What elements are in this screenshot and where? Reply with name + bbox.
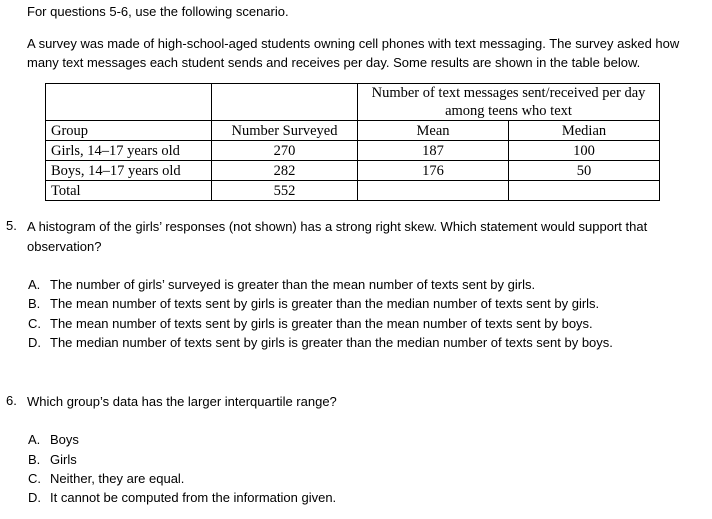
table-row <box>46 161 660 181</box>
option-letter: A. <box>28 277 41 292</box>
col-group-header: Group <box>46 121 212 141</box>
option-letter: C. <box>28 316 41 331</box>
option-text: The mean number of texts sent by girls is greater than the median number of texts sent by girls. <box>50 296 600 311</box>
question-5-text: A histogram of the girls’ responses (not shown) has a strong right skew. Which statement would support that observation? <box>27 219 648 254</box>
option-text: The number of girls’ surveyed is greater than the mean number of texts sent by girls. <box>50 277 536 292</box>
option-letter: D. <box>28 335 41 350</box>
question-5-option-a[interactable] <box>28 276 535 294</box>
table-row <box>46 181 660 201</box>
option-letter: A. <box>28 432 41 447</box>
question-5-option-d[interactable] <box>28 334 613 352</box>
group-cell: Boys, 14–17 years old <box>46 161 212 181</box>
question-6-text: Which group’s data has the larger interquartile range? <box>27 394 337 409</box>
surveyed-cell: 270 <box>212 141 358 161</box>
median-cell <box>509 181 660 201</box>
option-text: The median number of texts sent by girls is greater than the median number of texts sent by boys. <box>50 335 613 350</box>
empty-cell <box>212 84 358 121</box>
mean-cell: 176 <box>358 161 509 181</box>
option-letter: B. <box>28 296 41 311</box>
mean-cell: 187 <box>358 141 509 161</box>
table-column-row <box>46 121 660 141</box>
table-header-row <box>46 84 660 121</box>
option-text: Boys <box>50 432 79 447</box>
question-6-option-d[interactable] <box>28 489 336 507</box>
intro-text: For questions 5-6, use the following scenario. <box>27 4 289 19</box>
survey-table <box>45 83 660 201</box>
option-letter: B. <box>28 452 41 467</box>
col-mean-header: Mean <box>358 121 509 141</box>
surveyed-cell: 552 <box>212 181 358 201</box>
question-6-option-a[interactable] <box>28 431 79 449</box>
question-5-option-b[interactable] <box>28 295 599 313</box>
table-row <box>46 141 660 161</box>
option-text: Girls <box>50 452 77 467</box>
mean-cell <box>358 181 509 201</box>
option-letter: C. <box>28 471 41 486</box>
group-cell: Total <box>46 181 212 201</box>
empty-cell <box>46 84 212 121</box>
group-cell: Girls, 14–17 years old <box>46 141 212 161</box>
option-text: The mean number of texts sent by girls is greater than the mean number of texts sent by boys. <box>50 316 593 331</box>
question-6-number: 6. <box>6 393 17 408</box>
col-median-header: Median <box>509 121 660 141</box>
scenario-text: A survey was made of high-school-aged students owning cell phones with text messaging. The survey asked how many text messages each student sends and receives per day. Some results are shown in the table below. <box>27 36 680 70</box>
question-5-number: 5. <box>6 218 17 233</box>
option-text: It cannot be computed from the information given. <box>50 490 337 505</box>
group-header-cell: Number of text messages sent/received per day among teens who text <box>358 84 660 121</box>
option-letter: D. <box>28 490 41 505</box>
median-cell: 100 <box>509 141 660 161</box>
surveyed-cell: 282 <box>212 161 358 181</box>
question-5-option-c[interactable] <box>28 315 593 333</box>
option-text: Neither, they are equal. <box>50 471 185 486</box>
question-6-option-b[interactable] <box>28 451 77 469</box>
col-surveyed-header: Number Surveyed <box>212 121 358 141</box>
median-cell: 50 <box>509 161 660 181</box>
question-6-option-c[interactable] <box>28 470 184 488</box>
